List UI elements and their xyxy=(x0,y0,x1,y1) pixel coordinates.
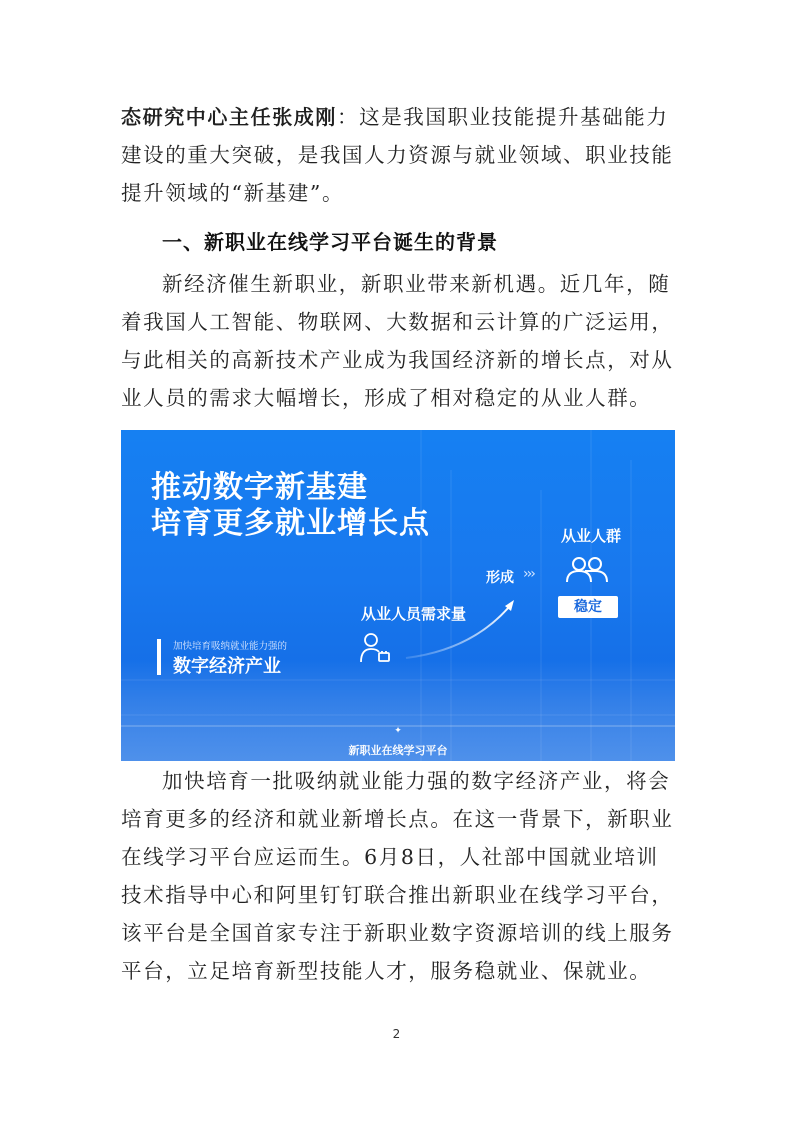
banner-footer: 新职业在线学习平台 xyxy=(348,744,448,757)
caption-small: 加快培育吸纳就业能力强的 xyxy=(173,641,288,652)
chevron-right-icon: ››› xyxy=(523,566,534,582)
infographic-banner xyxy=(121,430,675,761)
paragraph-speaker-quote xyxy=(121,98,677,212)
speaker-name: 态研究中心主任张成刚 xyxy=(121,105,337,129)
accent-bar xyxy=(157,639,161,675)
quote-text: ：这是我国职业技能提升基础能力建设的重大突破，是我国人力资源与就业领域、职业技能提升领域的“新基建”。 xyxy=(121,105,674,205)
form-label: 形成 xyxy=(486,570,514,586)
paragraph-background: 新经济催生新职业，新职业带来新机遇。近几年，随着我国人工智能、物联网、大数据和云计算的广泛运用，与此相关的高新技术产业成为我国经济新的增长点，对从业人员的需求大幅增长，形成了相对稳定的从业人群。 xyxy=(121,272,674,410)
person-briefcase-icon xyxy=(361,634,389,662)
demand-label: 从业人员需求量 xyxy=(361,605,467,623)
crowd-label: 从业人群 xyxy=(561,527,622,545)
banner-title-line1: 推动数字新基建 xyxy=(151,470,368,505)
section-heading: 一、新职业在线学习平台诞生的背景 xyxy=(162,230,498,254)
diamond-icon: ✦ xyxy=(394,726,402,736)
stable-badge: 稳定 xyxy=(558,596,618,618)
paragraph-platform: 加快培育一批吸纳就业能力强的数字经济产业，将会培育更多的经济和就业新增长点。在这一背景下，新职业在线学习平台应运而生。6月8日，人社部中国就业培训技术指导中心和阿里钉钉联合推出新职业在线学习平台，该平台是全国首家专注于新职业数字资源培训的线上服务平台，立足培育新型技能人才，服务稳就业、保就业。 xyxy=(121,769,674,983)
banner-title-line2: 培育更多就业增长点 xyxy=(151,506,430,541)
caption-main: 数字经济产业 xyxy=(173,656,281,677)
page-number: 2 xyxy=(392,1027,401,1041)
people-group-icon xyxy=(567,558,607,582)
